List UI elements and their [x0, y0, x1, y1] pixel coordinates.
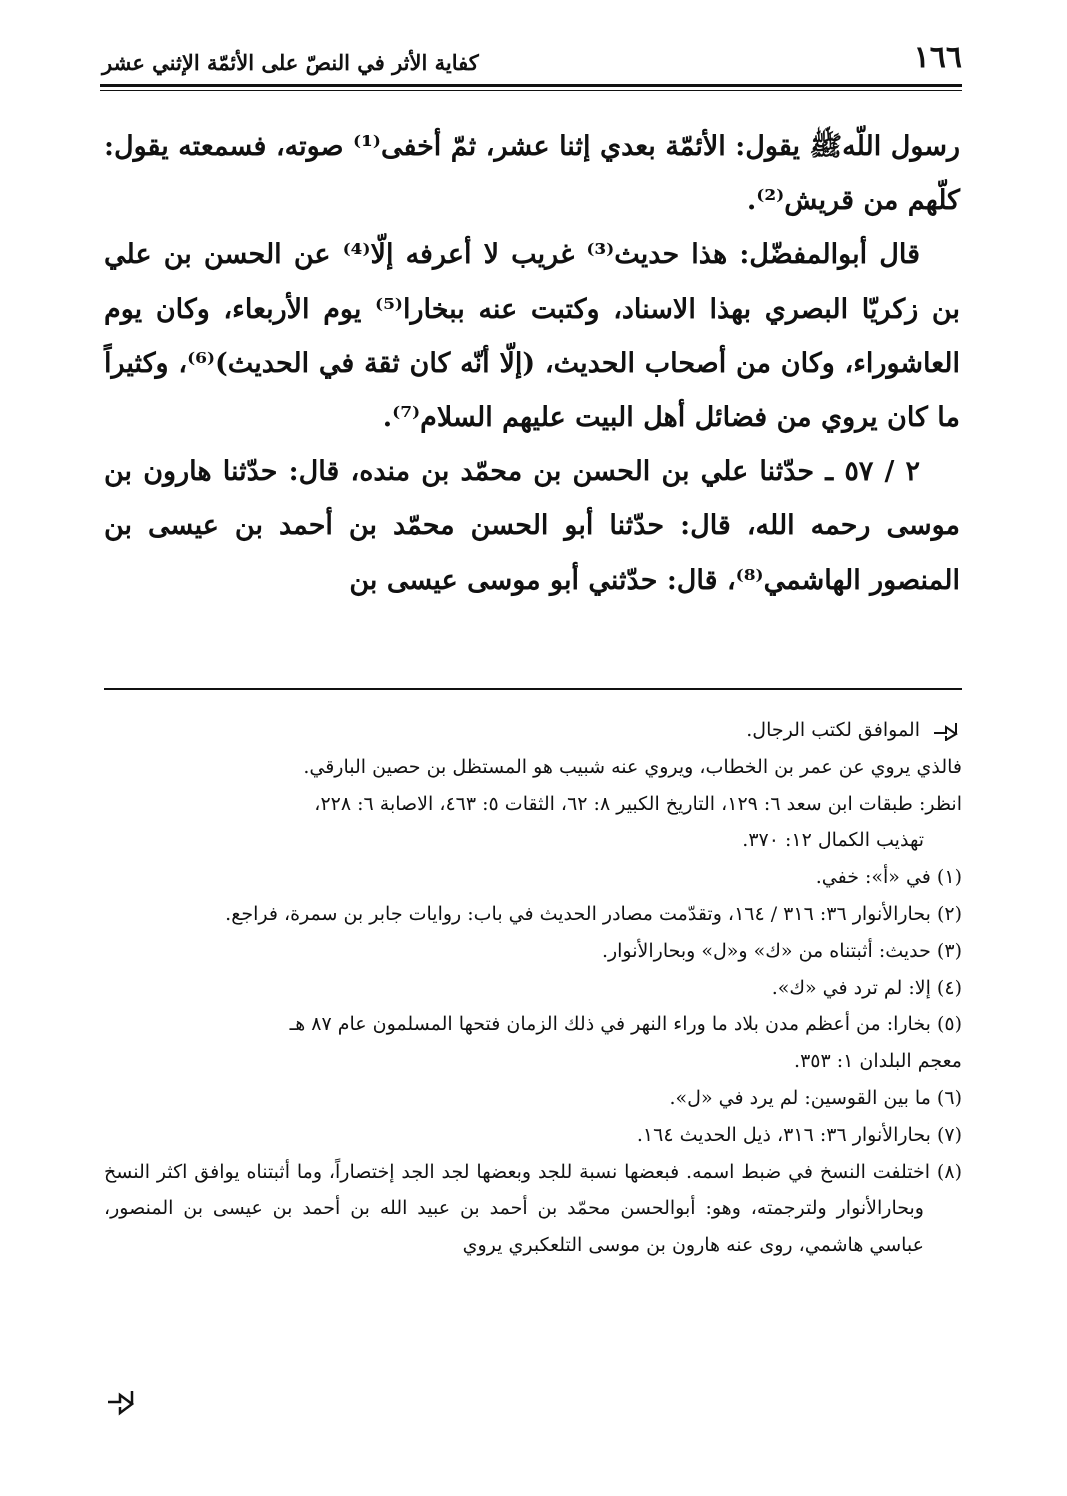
- footnote-continued-line: انظر: طبقات ابن سعد ٦: ١٢٩، التاريخ الكبير ٨: ٦٢، الثقات ٥: ٤٦٣، الاصابة ٦: ٢٢٨،: [314, 792, 962, 815]
- continuation-arrow-icon: [932, 721, 962, 741]
- paragraph: ٢ / ٥٧ ـ حدّثنا علي بن الحسن بن محمّد بن منده، قال: حدّثنا هارون بن موسى رحمه الله، قال: حدّثنا أبو الحسن محمّد بن أحمد بن عيسى بن المنصور الهاشمي⁽⁸⁾، قال: حدّثني أبو موسى عيسى بن: [104, 456, 960, 596]
- footnote-4: (٤) إلا: لم ترد في «ك».: [771, 976, 962, 999]
- footnote-5: (٥) بخارا: من أعظم مدن بلاد ما وراء النهر في ذلك الزمان فتحها المسلمون عام ٨٧ هـ: [289, 1013, 962, 1036]
- paragraph: قال أبوالمفضّل: هذا حديث⁽³⁾ غريب لا أعرفه إلّا⁽⁴⁾ عن الحسن بن علي بن زكريّا البصري بهذا الاسناد، وكتبت عنه ببخارا⁽⁵⁾ يوم الأربعاء، وكان يوم العاشوراء، وكان من أصحاب الحديث، (إلّا أنّه كان ثقة في الحديث)⁽⁶⁾، وكثيراً ما كان يروي من فضائل أهل البيت عليهم السلام⁽⁷⁾.: [104, 239, 961, 434]
- footnote-2: (٢) بحارالأنوار ٣٦: ٣١٦ / ١٦٤، وتقدّمت مصادر الحديث في باب: روايات جابر بن سمرة، فراجع.: [225, 902, 962, 925]
- main-text: [104, 120, 960, 608]
- running-title: كفاية الأثر في النصّ على الأئمّة الإثني عشر: [102, 50, 479, 75]
- footnote-separator: [104, 688, 962, 690]
- footnote-continued-line: الموافق لكتب الرجال.: [104, 712, 962, 749]
- page-header: [100, 38, 962, 84]
- header-rule-thin: [100, 90, 962, 91]
- page-number: ١٦٦: [913, 40, 962, 75]
- footnote-6: (٦) ما بين القوسين: لم يرد في «ل».: [669, 1086, 962, 1109]
- footnote-3: (٣) حديث: أثبتناه من «ك» و«ل» وبحارالأنوار.: [601, 939, 962, 962]
- header-rule-thick: [100, 84, 962, 87]
- continuation-arrow-icon: [104, 1388, 138, 1416]
- footnote-continued-line: فالذي يروي عن عمر بن الخطاب، ويروي عنه شبيب هو المستظل بن حصين البارقي.: [303, 755, 962, 778]
- footnotes: [104, 712, 962, 1264]
- footnote-8: (٨) اختلفت النسخ في ضبط اسمه. فبعضها نسبة للجد وبعضها لجد الجد إختصاراً، وما أثبتناه يوافق اكثر النسخ وبحارالأنوار ولترجمته، وهو: أبوالحسن محمّد بن أحمد بن عبيد الله بن أحمد بن عيسى بن المنصور، عباسي هاشمي، روى عنه هارون بن موسى التلعكبري يروي: [104, 1160, 962, 1257]
- footnote-continued-line: تهذيب الكمال ١٢: ٣٧٠.: [742, 829, 924, 852]
- footnote-5-continued: معجم البلدان ١: ٣٥٣.: [794, 1050, 962, 1073]
- footnote-7: (٧) بحارالأنوار ٣٦: ٣١٦، ذيل الحديث ١٦٤.: [636, 1123, 962, 1146]
- paragraph: رسول اللّهﷺ يقول: الأئمّة بعدي إثنا عشر، ثمّ أخفى⁽¹⁾ صوته، فسمعته يقول: كلّهم من قريش⁽²⁾.: [104, 131, 960, 217]
- footnote-1: (١) في «أ»: خفي.: [815, 866, 962, 889]
